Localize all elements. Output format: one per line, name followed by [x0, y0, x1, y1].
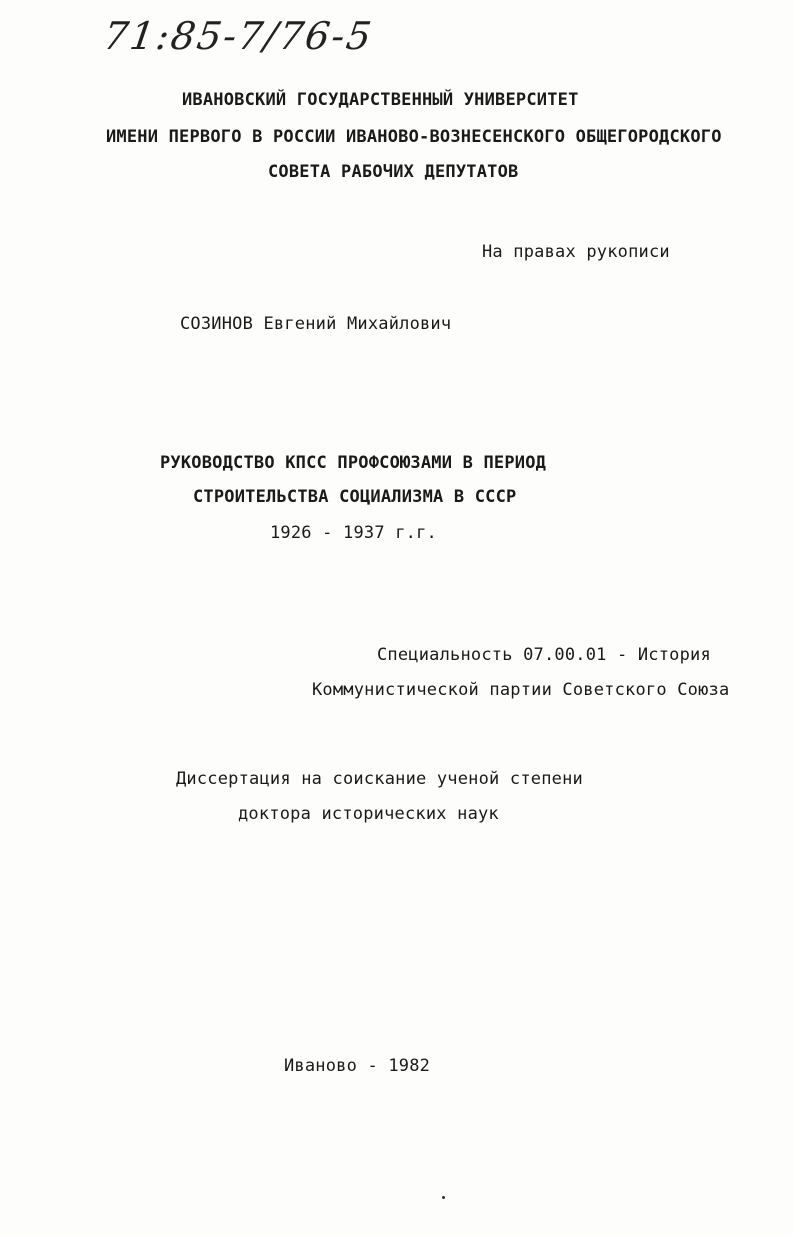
- university-line-1: ИВАНОВСКИЙ ГОСУДАРСТВЕННЫЙ УНИВЕРСИТЕТ: [182, 90, 579, 110]
- manuscript-note: На правах рукописи: [482, 242, 670, 262]
- title-years: 1926 - 1937 г.г.: [270, 523, 437, 543]
- university-line-3: СОВЕТА РАБОЧИХ ДЕПУТАТОВ: [268, 162, 519, 182]
- specialty-line-2: Коммунистической партии Советского Союза: [312, 680, 730, 700]
- specialty-line-1: Специальность 07.00.01 - История: [377, 645, 711, 665]
- title-line-1: РУКОВОДСТВО КПСС ПРОФСОЮЗАМИ В ПЕРИОД: [160, 453, 547, 473]
- dissertation-line-1: Диссертация на соискание ученой степени: [176, 769, 583, 789]
- author-name: СОЗИНОВ Евгений Михайлович: [180, 314, 452, 334]
- scan-speck: [442, 1196, 445, 1199]
- archive-mark: 71:85-7/76-5: [100, 14, 376, 58]
- title-line-2: СТРОИТЕЛЬСТВА СОЦИАЛИЗМА В СССР: [193, 487, 517, 507]
- dissertation-line-2: доктора исторических наук: [238, 804, 499, 824]
- university-line-2: ИМЕНИ ПЕРВОГО В РОССИИ ИВАНОВО-ВОЗНЕСЕНСКОГО ОБЩЕГОРОДСКОГО: [106, 127, 722, 147]
- place-year: Иваново - 1982: [284, 1056, 431, 1076]
